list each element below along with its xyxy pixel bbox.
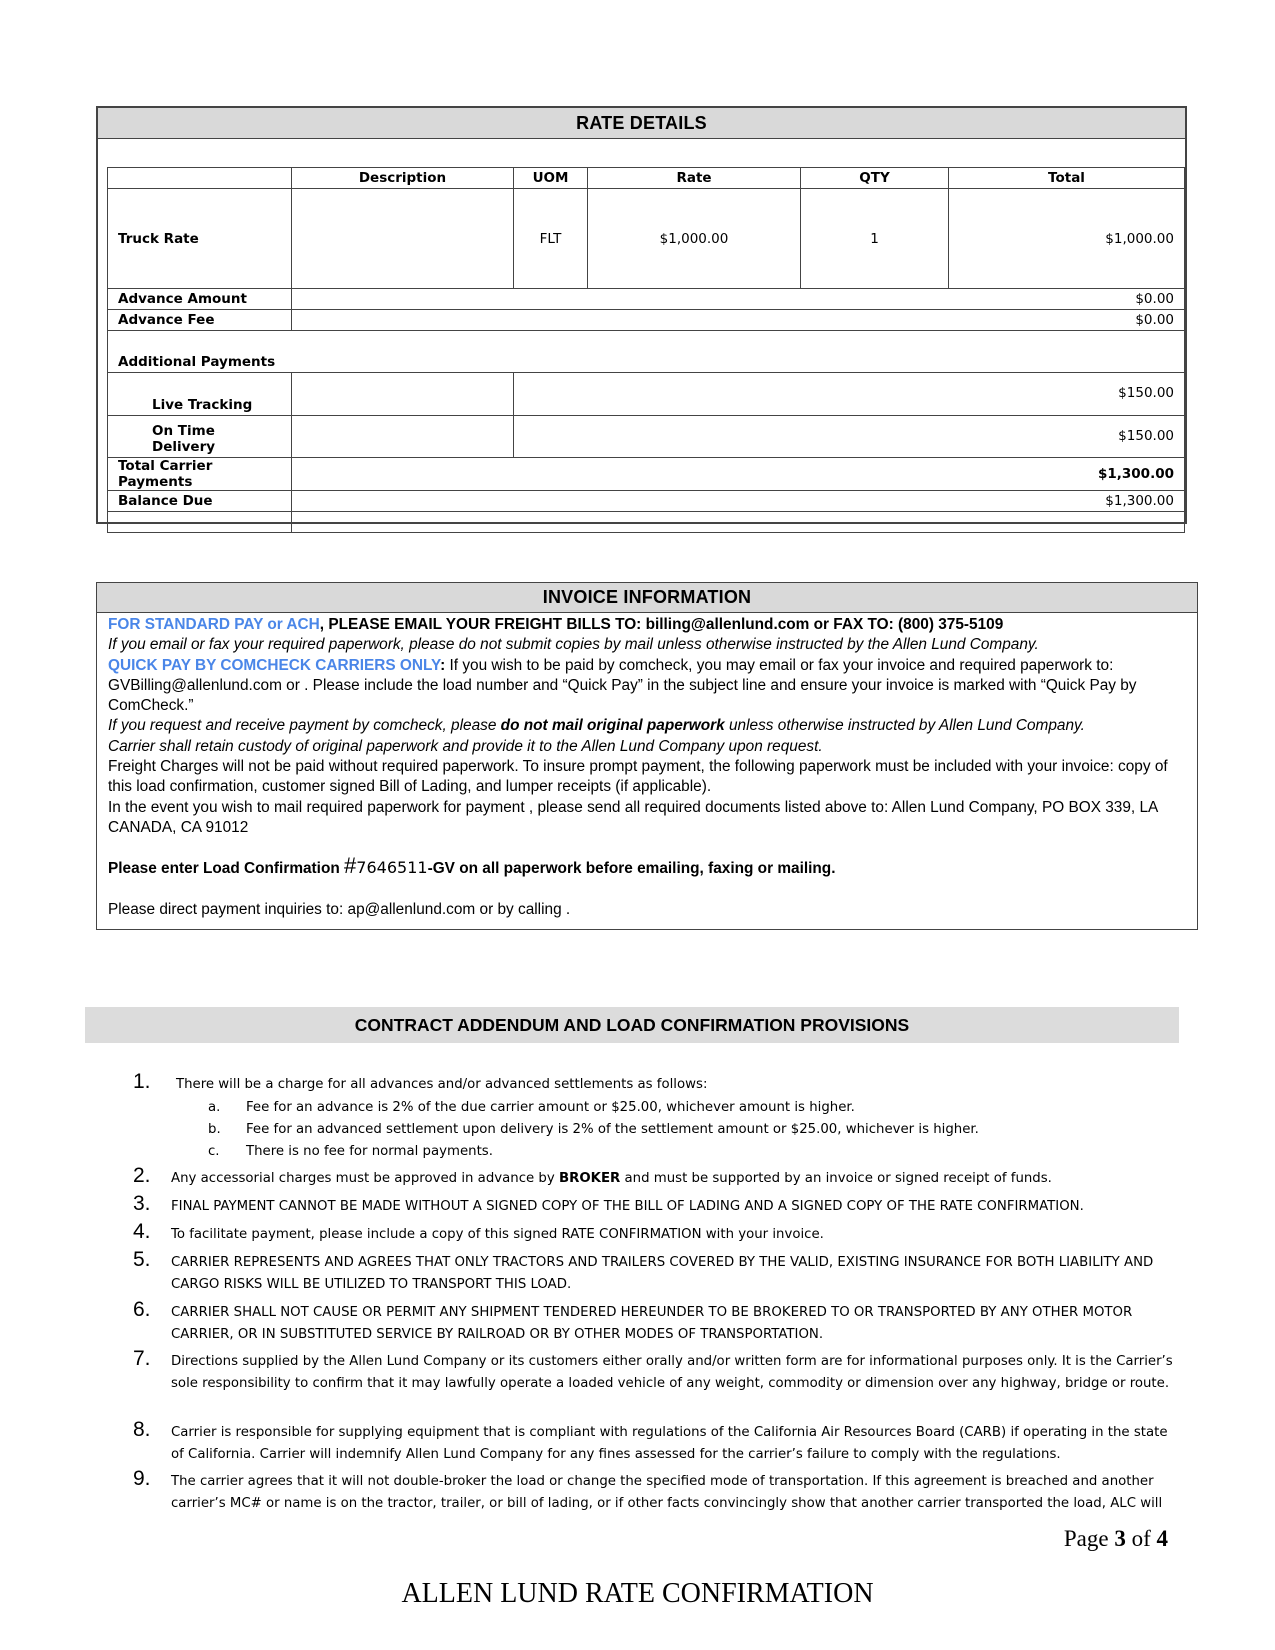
item-number: 1. <box>133 1070 151 1093</box>
table-row-on-time-delivery <box>108 416 1185 458</box>
truck-rate-description <box>292 189 514 289</box>
rate-details-title: RATE DETAILS <box>98 108 1185 139</box>
sub-item-text: Fee for an advanced settlement upon delivery is 2% of the settlement amount or $25.00, whichever is higher. <box>246 1122 979 1137</box>
column-header: Description <box>292 168 514 189</box>
invoice-information-title: INVOICE INFORMATION <box>97 583 1197 613</box>
item-number: 9. <box>133 1467 151 1490</box>
sub-item <box>208 1097 855 1119</box>
page-number <box>1064 1526 1168 1552</box>
empty-cell <box>292 512 1185 533</box>
table-row-advance-fee <box>108 310 1185 331</box>
total-carrier-payments-value: $1,300.00 <box>292 458 1185 491</box>
live-tracking-description <box>292 373 514 416</box>
invoice-information-body <box>108 615 1189 920</box>
freight-charges-note: Freight Charges will not be paid without required paperwork. To insure prompt payment, the following paperwork must be included with your invoice: copy of this load confirmation, customer signed Bill of Lading, and lumper receipts (if applicable). <box>108 758 1168 796</box>
sub-item-text: Fee for an advance is 2% of the due carrier amount or $25.00, whichever amount is higher. <box>246 1100 855 1115</box>
list-item <box>133 1347 1173 1395</box>
quick-pay-paragraph <box>108 656 1189 717</box>
table-row-total-carrier-payments <box>108 458 1185 491</box>
list-item <box>133 1192 1173 1218</box>
item-number: 2. <box>133 1164 151 1187</box>
sub-item-letter: b. <box>208 1122 221 1137</box>
item-text: To facilitate payment, please include a copy of this signed RATE CONFIRMATION with your invoice. <box>171 1227 824 1242</box>
comcheck-text-a: If you request and receive payment by comcheck, please <box>108 717 501 735</box>
on-time-delivery-label: On Time Delivery <box>108 416 292 458</box>
advance-fee-label: Advance Fee <box>108 310 292 331</box>
advance-amount-value: $0.00 <box>292 289 1185 310</box>
sub-item <box>208 1141 493 1163</box>
sub-item-letter: c. <box>208 1144 220 1159</box>
balance-due-value: $1,300.00 <box>292 491 1185 512</box>
column-header: QTY <box>801 168 949 189</box>
email-fax-note: If you email or fax your required paperwork, please do not submit copies by mail unless otherwise instructed by the Allen Lund Company. <box>108 636 1039 654</box>
balance-due-label: Balance Due <box>108 491 292 512</box>
live-tracking-label: Live Tracking <box>108 373 292 416</box>
item-text: There will be a charge for all advances and/or advanced settlements as follows: <box>176 1077 708 1092</box>
table-row-additional-payments <box>108 331 1185 373</box>
rate-details-section <box>96 106 1187 524</box>
item-number: 8. <box>133 1418 151 1441</box>
additional-payments-label: Additional Payments <box>108 331 1185 373</box>
truck-rate-rate: $1,000.00 <box>588 189 801 289</box>
load-confirmation-number: 7646511 <box>356 858 428 878</box>
comcheck-text-bold: do not mail original paperwork <box>500 717 725 735</box>
list-item <box>133 1164 1173 1190</box>
comcheck-text-c: unless otherwise instructed by Allen Lund Company. <box>724 717 1085 735</box>
empty-cell <box>108 512 292 533</box>
on-time-delivery-value: $150.00 <box>514 416 1185 458</box>
truck-rate-qty: 1 <box>801 189 949 289</box>
item-text <box>171 1168 1173 1190</box>
item-text: The carrier agrees that it will not double-broker the load or change the specified mode of transportation. If this agreement is breached and another carrier’s MC# or name is on the tractor, trailer, or bill of lading, or if other facts convincingly show that another carrier transported the load, ALC will <box>171 1474 1163 1511</box>
item-text: Carrier is responsible for supplying equipment that is compliant with regulations of the California Air Resources Board (CARB) if operating in the state of California. Carrier will indemnify Allen Lund Company for any fines assessed for the carrier’s failure to comply with the regulations. <box>171 1425 1168 1462</box>
live-tracking-value: $150.00 <box>514 373 1185 416</box>
column-header <box>108 168 292 189</box>
load-confirmation-hash: # <box>344 853 357 879</box>
truck-rate-uom: FLT <box>514 189 588 289</box>
list-item <box>133 1418 1173 1466</box>
list-item <box>133 1298 1173 1346</box>
total-carrier-payments-label: Total Carrier Payments <box>108 458 292 491</box>
page-of: of <box>1125 1526 1157 1551</box>
sub-item <box>208 1119 979 1141</box>
sub-item-text: There is no fee for normal payments. <box>246 1144 493 1159</box>
item-number: 4. <box>133 1220 151 1243</box>
list-item <box>133 1070 1173 1096</box>
invoice-information-section <box>96 582 1198 930</box>
item-text-a: Any accessorial charges must be approved in advance by <box>171 1171 559 1186</box>
rate-table-header-row <box>108 168 1185 189</box>
item-text: FINAL PAYMENT CANNOT BE MADE WITHOUT A SIGNED COPY OF THE BILL OF LADING AND A SIGNED COPY OF THE RATE CONFIRMATION. <box>171 1199 1084 1214</box>
item-number: 6. <box>133 1298 151 1321</box>
quick-pay-colon: : <box>440 656 446 674</box>
item-number: 5. <box>133 1248 151 1271</box>
table-row-empty <box>108 512 1185 533</box>
comcheck-note <box>108 716 1189 736</box>
quick-pay-text: If you wish to be paid by comcheck, you may email or fax your invoice and required paperwork to: GVBilling@allenlund.com or . Please include the load number and “Quick Pay” in the subject line and ensure your invoice is marked with “Quick Pay by ComCheck.” <box>108 656 1137 715</box>
page-total: 4 <box>1156 1526 1168 1551</box>
on-time-delivery-description <box>292 416 514 458</box>
advance-fee-value: $0.00 <box>292 310 1185 331</box>
load-confirmation-text-b: -GV on all paperwork before emailing, faxing or mailing. <box>427 860 836 878</box>
sub-item-letter: a. <box>208 1100 221 1115</box>
table-row-live-tracking <box>108 373 1185 416</box>
item-text-broker: BROKER <box>558 1171 621 1186</box>
truck-rate-total: $1,000.00 <box>949 189 1185 289</box>
column-header: Rate <box>588 168 801 189</box>
contract-addendum-title: CONTRACT ADDENDUM AND LOAD CONFIRMATION PROVISIONS <box>85 1007 1179 1043</box>
item-text: CARRIER REPRESENTS AND AGREES THAT ONLY TRACTORS AND TRAILERS COVERED BY THE VALID, EXISTING INSURANCE FOR BOTH LIABILITY AND CARGO RISKS WILL BE UTILIZED TO TRANSPORT THIS LOAD. <box>171 1255 1154 1292</box>
load-confirmation-line <box>108 853 1189 879</box>
page-prefix: Page <box>1063 1526 1115 1551</box>
advance-amount-label: Advance Amount <box>108 289 292 310</box>
item-text-c: and must be supported by an invoice or signed receipt of funds. <box>620 1171 1052 1186</box>
mail-event-note: In the event you wish to mail required paperwork for payment , please send all required documents listed above to: Allen Lund Company, PO BOX 339, LA CANADA, CA 91012 <box>108 798 1158 836</box>
truck-rate-label: Truck Rate <box>108 189 292 289</box>
custody-note: Carrier shall retain custody of original paperwork and provide it to the Allen Lund Company upon request. <box>108 737 823 755</box>
table-row-advance-amount <box>108 289 1185 310</box>
item-number: 3. <box>133 1192 151 1215</box>
list-item <box>133 1220 1173 1246</box>
quick-pay-label: QUICK PAY BY COMCHECK CARRIERS ONLY <box>108 656 441 674</box>
standard-pay-text: , PLEASE EMAIL YOUR FREIGHT BILLS TO: billing@allenlund.com or FAX TO: (800) 375-5109 <box>319 616 1004 633</box>
rate-details-table <box>107 167 1185 533</box>
table-row-balance-due <box>108 491 1185 512</box>
standard-pay-line <box>108 615 1189 635</box>
table-row-truck-rate <box>108 189 1185 289</box>
item-number: 7. <box>133 1347 151 1370</box>
column-header: UOM <box>514 168 588 189</box>
load-confirmation-text-a: Please enter Load Confirmation <box>108 860 345 878</box>
list-item <box>133 1467 1173 1515</box>
list-item <box>133 1248 1173 1296</box>
column-header: Total <box>949 168 1185 189</box>
item-text: CARRIER SHALL NOT CAUSE OR PERMIT ANY SHIPMENT TENDERED HEREUNDER TO BE BROKERED TO OR TRANSPORTED BY ANY OTHER MOTOR CARRIER, OR IN SUBSTITUTED SERVICE BY RAILROAD OR BY OTHER MODES OF TRANSPORTATION. <box>171 1305 1133 1342</box>
standard-pay-label: FOR STANDARD PAY or ACH <box>108 616 320 633</box>
footer-title: ALLEN LUND RATE CONFIRMATION <box>401 1578 874 1609</box>
page-current: 3 <box>1114 1526 1126 1551</box>
payment-inquiries-note: Please direct payment inquiries to: ap@allenlund.com or by calling . <box>108 900 571 918</box>
item-text: Directions supplied by the Allen Lund Company or its customers either orally and/or written form are for informational purposes only. It is the Carrier’s sole responsibility to confirm that it may lawfully operate a loaded vehicle of any weight, commodity or dimension over any highway, bridge or route. <box>171 1354 1173 1391</box>
